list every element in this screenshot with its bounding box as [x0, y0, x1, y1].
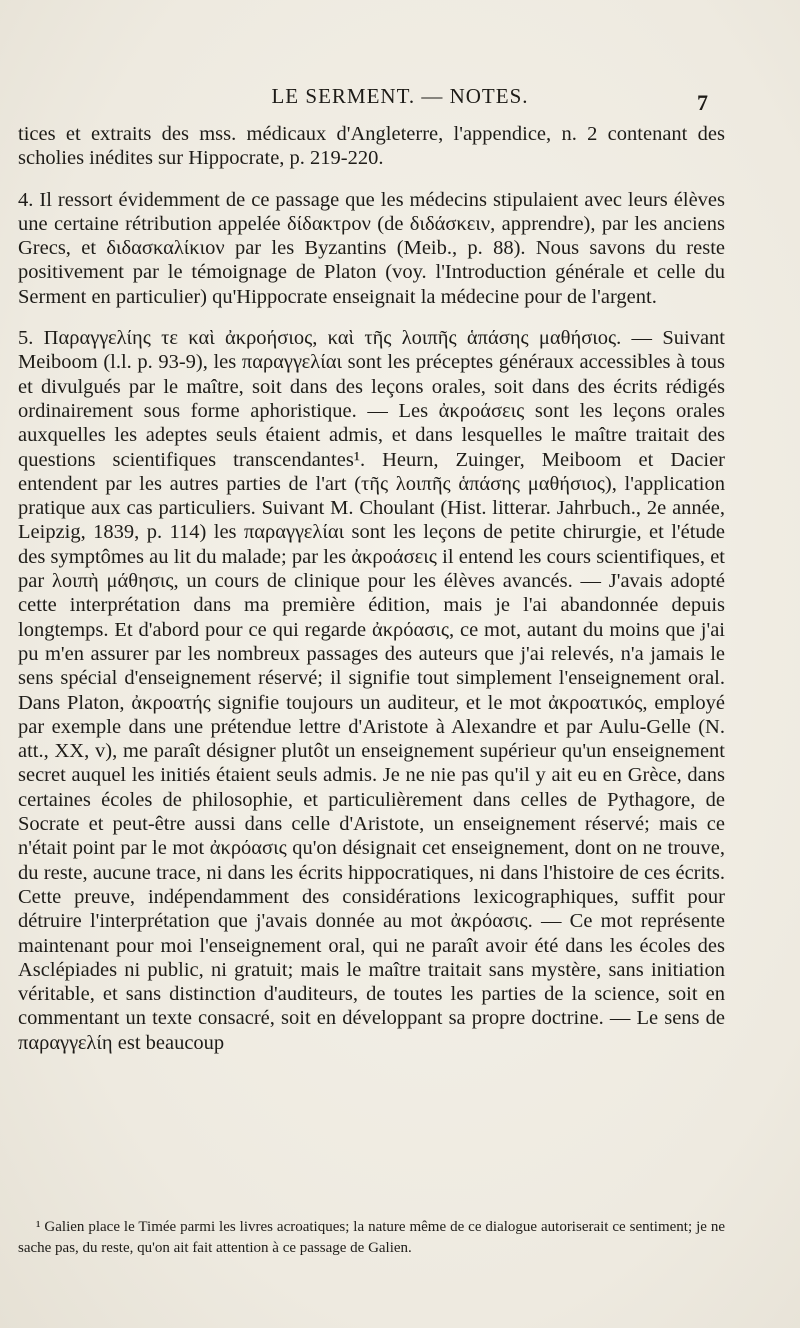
paragraph-continuation: tices et extraits des mss. médicaux d'Angleterre, l'appendice, n. 2 contenant des scholies inédites sur Hippocrate, p. 219-220. — [18, 123, 725, 170]
page-header — [0, 84, 800, 116]
footnotes — [18, 1217, 725, 1259]
footnote-1: ¹ Galien place le Timée parmi les livres acroatiques; la nature même de ce dialogue autoriserait ce sentiment; je ne sache pas, du reste, qu'on ait fait attention à ce passage de Galien. — [18, 1219, 725, 1256]
main-text — [18, 122, 725, 1072]
running-title: LE SERMENT. — NOTES. — [271, 84, 529, 108]
page-number: 7 — [697, 90, 708, 115]
paragraph-note-5: 5. Παραγγελίης τε καὶ ἀκροήσιος, καὶ τῆς λοιπῆς ἁπάσης μαθήσιος. — Suivant Meiboom (l.l. p. 93-9), les παραγγελίαι sont les préceptes généraux accessibles à tous et divulgués par le maître, soit dans des leçons orales, soit dans des écrits rédigés ordinairement sous forme aphoristique. — Les ἀκροάσεις sont les leçons orales auxquelles les adeptes seuls étaient admis, et dans lesquelles le maître traitait des questions scientifiques transcendantes¹. Heurn, Zuinger, Meiboom et Dacier entendent par les autres parties de l'art (τῆς λοιπῆς ἁπάσης μαθήσιος), l'application pratique aux cas particuliers. Suivant M. Choulant (Hist. litterar. Jahrbuch., 2e année, Leipzig, 1839, p. 114) les παραγγελίαι sont les leçons de petite chirurgie, et l'étude des symptômes au lit du malade; par les ἀκροάσεις il entend les cours scientifiques, et par λοιπὴ μάθησις, un cours de clinique pour les élèves avancés. — J'avais adopté cette interprétation dans ma première édition, mais je l'ai abandonnée depuis longtemps. Et d'abord pour ce qui regarde ἀκρόασις, ce mot, autant du moins que j'ai pu m'en assurer par les nombreux passages des auteurs que j'ai relevés, n'a jamais le sens spécial d'enseignement réservé; il signifie tout simplement l'enseignement oral. Dans Platon, ἀκροατής signifie toujours un auditeur, et le mot ἀκροατικός, employé par exemple dans une prétendue lettre d'Aristote à Alexandre et par Aulu-Gelle (N. att., XX, v), me paraît désigner plutôt un enseignement supérieur qu'un enseignement secret auquel les initiés étaient seuls admis. Je ne nie pas qu'il y ait eu en Grèce, dans certaines écoles de philosophie, et particulièrement dans celles de Pythagore, de Socrate et peut-être aussi dans celle d'Aristote, un enseignement réservé; mais ce n'était point par le mot ἀκρόασις qu'on désignait cet enseignement, dont on ne trouve, du reste, aucune trace, ni dans les écrits hippocratiques, ni dans l'histoire de ces écrits. Cette preuve, indépendamment des considérations lexicographiques, suffit pour détruire l'interprétation que j'avais donnée au mot ἀκρόασις. — Ce mot représente maintenant pour moi l'enseignement oral, qui ne paraît avoir été dans les écoles des Asclépiades ni public, ni gratuit; mais le maître traitait sans mystère, sans initiation véritable, et sans distinction d'auditeurs, de toutes les parties de la science, soit en commentant un texte consacré, soit en développant sa propre doctrine. — Le sens de παραγγελίη est beaucoup — [18, 327, 725, 1054]
paragraph-note-4: 4. Il ressort évidemment de ce passage que les médecins stipulaient avec leurs élèves une certaine rétribution appelée δίδακτρον (de διδάσκειν, apprendre), par les anciens Grecs, et διδασκαλίκιον par les Byzantins (Meib., p. 88). Nous savons du reste positivement par le témoignage de Platon (voy. l'Introduction générale et celle du Serment en particulier) qu'Hippocrate enseignait la médecine pour de l'argent. — [18, 188, 725, 308]
